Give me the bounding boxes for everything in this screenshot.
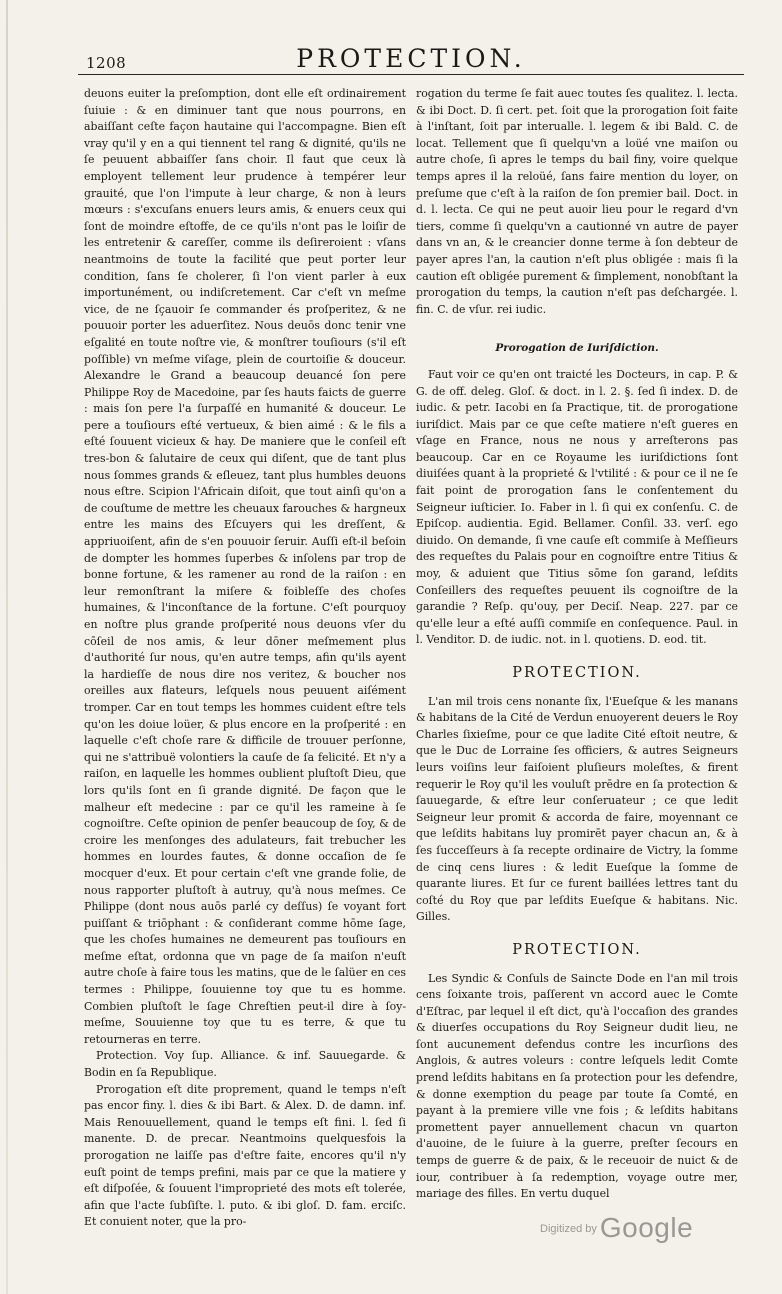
right-paragraph-jurisdiction: Faut voir ce qu'en ont traicté les Docteurs, in cap. P. & G. de off. deleg. Gloſ. & doct. in l. 2. §. ſed ſi index. D. de iudic. & petr. Iacobi en ſa Practique, tit. de prorogatione iuriſdict. Mais par ce que ceſte matiere n'eſt gueres en vſage en France, nous ne nous y arreſterons pas beaucoup. Car en ce Royaume les iuriſdictions ſont diuiſées quant à la proprieté & l'vtilité : & pour ce il ne ſe fait point de prorogation ſans le conſentement du Seigneur iuſticier. Io. Faber in l. ſi qui ex conſenſu. C. de Epiſcop. audientia. Egid. Bellamer. Conſil. 33. verſ. ego diuido. On demande, ſi vne cauſe eſt commiſe à Meſſieurs des requeſtes du Palais pour en cognoiſtre entre Titius & moy, & aduient que Titius sōme ſon garand, leſdits Conſeillers des requeſtes peuuent ils cognoiſtre de la garandie ? Reſp. qu'ouy, per Deciſ. Neap. 227. par ce qu'elle leur a eſté auſſi commiſe en conſequence. Paul. in l. Venditor. D. de iudic. not. in l. quotiens. D. eod. tit. [416,367,738,647]
entry-heading-2: PROTECTION. [512,941,642,958]
left-paragraph-prorogation: Prorogation eſt dite proprement, quand le temps n'eſt pas encor finy. l. dies & ibi Bart. & Alex. D. de damn. inf. Mais Renouuellement, quand le temps eſt fini. l. ſed ſi manente. D. de precar. Neantmoins quelquesfois la prorogation ne laiſſe pas d'eſtre faite, encores qu'il n'y euſt point de temps prefini, mais par ce que la matiere y eſt diſpoſée, & ſouuent l'improprieté des mots eſt tolerée, afin que l'acte ſubſiſte. l. puto. & ibi gloſ. D. fam. erciſc. Et conuient noter, que la pro- [84,1082,406,1229]
subheading-jurisdiction: Prorogation de Iuriſdiction. [495,342,659,355]
page-header [78,40,744,75]
page-number: 1208 [86,54,127,72]
left-column [84,86,406,1231]
left-paragraph-protection-note: Protection. Voy ſup. Alliance. & inf. Sauuegarde. & Bodin en ſa Republique. [84,1049,406,1080]
watermark-brand: Google [599,1212,694,1243]
digitized-watermark [540,1212,693,1244]
right-paragraph-continuation: rogation du terme ſe fait auec toutes ſes qualitez. l. lecta. & ibi Doct. D. ſi cert. pet. ſoit que la prorogation ſoit faite à l'inſtant, ſoit par interualle. l. legem & ibi Bald. C. de locat. Tellement que ſi quelqu'vn a loüé vne maiſon ou autre choſe, ſi apres le temps du bail finy, voire quelque temps apres il la reloüé, ſans faire mention du loyer, on preſume que c'eſt à la raiſon de ſon premier bail. Doct. in d. l. lecta. Ce qui ne peut auoir lieu pour le regard d'vn tiers, comme ſi quelqu'vn a cautionné vn autre de payer dans vn an, & le creancier donne terme à ſon debteur de payer apres l'an, la caution n'eſt plus obligée : mais ſi la caution eſt obligée purement & ſimplement, nonobſtant la prorogation du temps, la caution n'eſt pas deſchargée. l. fin. C. de vſur. rei iudic. [416,87,738,316]
binding-gutter [6,0,8,1294]
book-page [78,40,744,1280]
entry-heading-1: PROTECTION. [512,665,642,681]
watermark-prefix: Digitized by [540,1223,597,1235]
running-title: PROTECTION. [296,44,526,73]
left-paragraph-continuation: deuons euiter la preſomption, dont elle eſt ordinairement ſuiuie : & en diminuer tant que nous pourrons, en abaiſſant ceſte façon hautaine qui l'accompagne. Bien eſt vray qu'il y en a qui tiennent tel rang & dignité, qu'ils ne ſe peuuent abbaiſſer ſans choir. Il faut que ceux là employent tellement leur prudence à tempérer leur grauité, que l'on l'impute à leur charge, & non à leurs mœurs : s'excuſans enuers leurs amis, & enuers ceux qui ſont de moindre eſtoffe, de ce qu'ils n'ont pas le loiſir de les entretenir & careſſer, comme ils deſireroient : vſans neantmoins de toute la facilité que peut porter leur condition, ſans ſe cholerer, ſi l'on vient parler à eux importunément, ou indiſcretement. Car c'eſt vn meſme vice, de ne ſçauoir ſe commander és proſperitez, & ne pouuoir porter les aduerſitez. Nous deuōs donc tenir vne eſgalité en toute noſtre vie, & monſtrer touſiours (s'il eſt poſſible) vn meſme viſage, plein de courtoiſie & douceur. Alexandre le Grand a beaucoup deuancé ſon pere Philippe Roy de Macedoine, par ſes hauts faicts de guerre : mais ſon pere l'a ſurpaſſé en humanité & douceur. Le pere a touſiours eſté vertueux, & bien aimé : & le fils a eſté ſouuent vicieux & hay. De maniere que le conſeil eſt tres-bon & ſalutaire de ceux qui diſent, que de tant plus nous ſommes grands & eſleuez, tant plus humbles deuons nous eſtre. Scipion l'Africain diſoit, que tout ainſi qu'on a de couſtume de mettre les cheuaux farouches & hargneux entre les mains des Eſcuyers qui les dreſſent, & appriuoiſent, afin de s'en pouuoir ſeruir. Auſſi eſt-il beſoin de dompter les hommes ſuperbes & inſolens par trop de bonne fortune, & les ramener au rond de la raiſon : en leur remonſtrant la miſere & foibleſſe des choſes humaines, & l'inconſtance de la fortune. C'eſt pourquoy en noſtre plus grande proſperité nous deuons vſer du cōſeil de nos amis, & leur dōner meſmement plus d'authorité ſur nous, qu'en autre temps, afin qu'ils ayent la hardieſſe de nous dire nos veritez, & boucher nos oreilles aux flateurs, leſquels nous peuuent aiſément tromper. Car en tout temps les hommes cuident eſtre tels qu'on les doiue loüer, & plus encore en la proſperité : en laquelle c'eſt choſe rare & difficile de trouuer perſonne, qui ne s'attribuë volontiers la cauſe de ſa felicité. Et n'y a raiſon, en laquelle les hommes oublient pluſtoſt Dieu, que lors qu'ils ſont en ſi grande dignité. De façon que le malheur eſt medecine : par ce qu'il les rameine à ſe cognoiſtre. Ceſte opinion de penſer beaucoup de ſoy, & de croire les menſonges des adulateurs, fait trebucher les hommes en lourdes fautes, & donne occaſion de ſe mocquer d'eux. Et pour certain c'eſt vne grande folie, de nous rapporter pluſtoſt à autruy, qu'à nous meſmes. Ce Philippe (dont nous auōs parlé cy deſſus) ſe voyant fort puiſſant & triōphant : & conſiderant comme hōme ſage, que les choſes humaines ne demeurent pas touſiours en meſme eſtat, ordonna que vn page de ſa maiſon n'euſt autre choſe à faire tous les matins, que de le ſalüer en ces termes : Philippe, ſouuienne toy que tu es homme. Combien pluſtoſt le ſage Chreſtien peut-il dire à ſoy-meſme, Souuienne toy que tu es terre, & que tu retourneras en terre. [84,87,406,1046]
entry-text-1: L'an mil trois cens nonante ſix, l'Eueſque & les manans & habitans de la Cité de Verdun enuoyerent deuers le Roy Charles ſixieſme, pour ce que ladite Cité eſtoit neutre, & que le Duc de Lorraine ſes officiers, & autres Seigneurs leurs voiſins leur faiſoient pluſieurs moleſtes, & firent requerir le Roy qu'il les vouluſt prēdre en ſa protection & ſauuegarde, & eſtre leur conſeruateur ; ce que ledit Seigneur leur promit & accorda de faire, moyennant ce que leſdits habitans luy promirēt payer chacun an, & à ſes ſucceſſeurs à ſa recepte ordinaire de Victry, la ſomme de cinq cens liures : & ledit Eueſque la ſomme de quarante liures. Et ſur ce furent baillées lettres tant du coſté du Roy que par leſdits Eueſque & habitans. Nic. Gilles. [416,694,738,924]
entry-text-2: Les Syndic & Conſuls de Saincte Dode en l'an mil trois cens ſoixante trois, paſſerent vn accord auec le Comte d'Eſtrac, par lequel il eſt dict, qu'à l'occaſion des grandes & diuerſes occupations du Roy Seigneur dudit lieu, ne ſont aucunement defendus contre les incurſions des Anglois, & autres voleurs : contre leſquels ledit Comte prend leſdits habitans en ſa protection pour les defendre, & donne exemption du peage par toute ſa Comté, en payant à la premiere ville vne fois ; & leſdits habitans promettent payer annuellement chacun vn quarton d'auoine, de le ſuiure à la guerre, preſter ſecours en temps de guerre & de paix, & le receuoir de nuict & de iour, contribuer à ſa redemption, voyage outre mer, mariage des filles. En vertu duquel [416,971,738,1201]
right-column [416,86,738,1203]
